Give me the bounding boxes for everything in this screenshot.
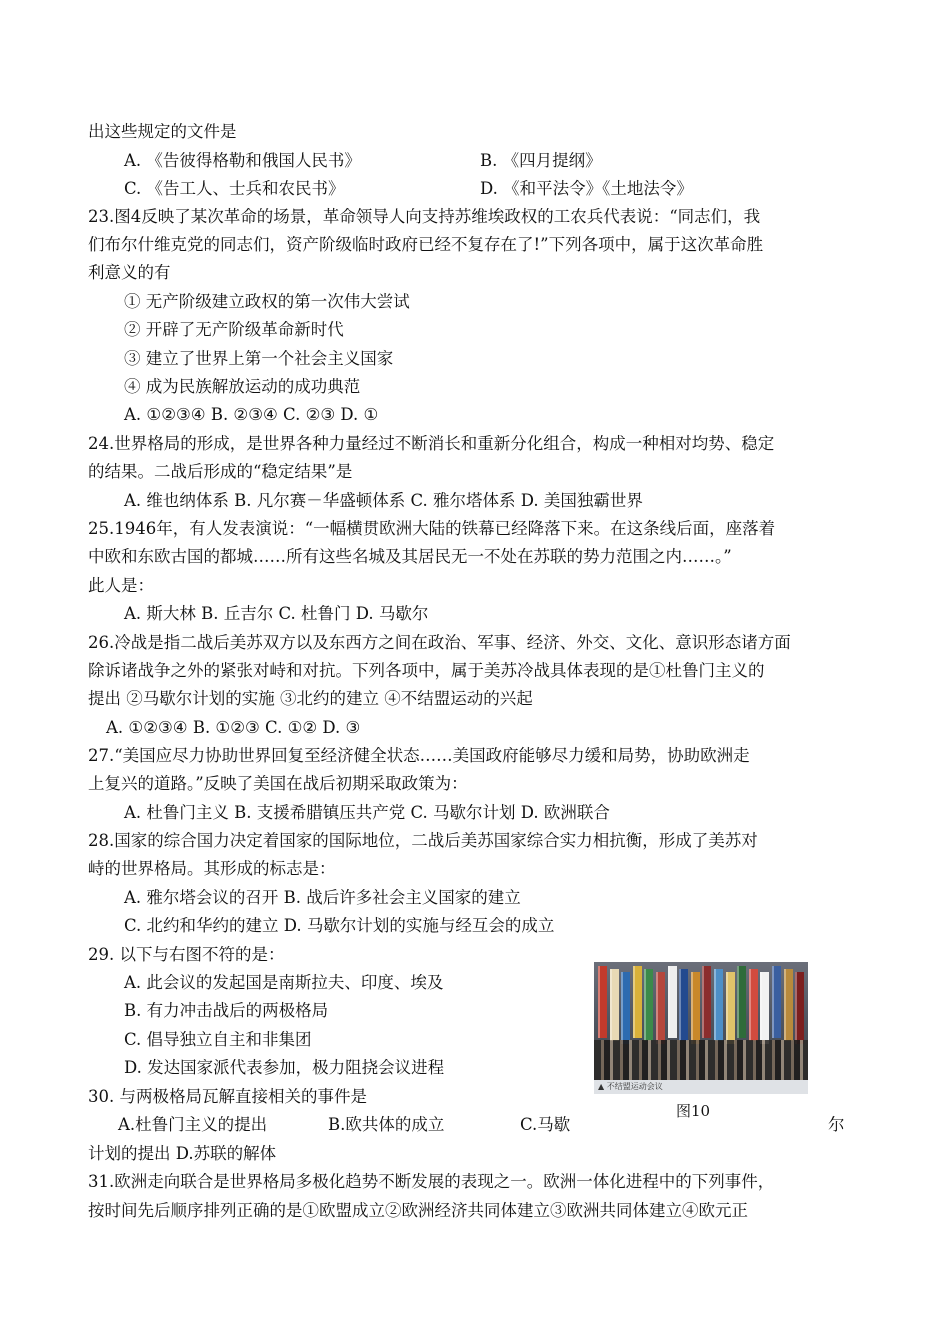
q25-stem-line1: 25.1946年，有人发表演说：“一幅横贯欧洲大陆的铁幕已经降落下来。在这条线后面，座落着 [88,519,776,538]
flag [598,966,607,1038]
q29-option-a: A. 此会议的发起国是南斯拉夫、印度、埃及 [124,973,444,992]
nonaligned-conference-photo [594,962,808,1094]
q30-stem: 30. 与两极格局瓦解直接相关的事件是 [88,1087,367,1106]
flag [737,966,746,1038]
flag [726,972,735,1044]
q29-option-b: B. 有力冲击战后的两极格局 [124,1001,329,1020]
q23-options: A. ①②③④ B. ②③④ C. ②③ D. ① [124,405,379,424]
q24-options: A. 维也纳体系 B. 凡尔赛－华盛顿体系 C. 雅尔塔体系 D. 美国独霸世界 [124,491,643,510]
q28-stem-line1: 28.国家的综合国力决定着国家的国际地位，二战后美苏国家综合实力相抗衡，形成了美苏对 [88,831,758,850]
q26-stem-line1: 26.冷战是指二战后美苏双方以及东西方之间在政治、军事、经济、外交、文化、意识形态诸方面 [88,633,791,652]
photo-caption-small: ▲ 不结盟运动会议 [598,1082,663,1091]
flag [610,969,619,1041]
q24-stem-line1: 24.世界格局的形成，是世界各种力量经过不断消长和重新分化组合，构成一种相对均势、稳定 [88,434,775,453]
q29-option-c: C. 倡导独立自主和非集团 [124,1030,312,1049]
q26-stem-line3: 提出 ②马歇尔计划的实施 ③北约的建立 ④不结盟运动的兴起 [88,689,533,708]
q30-option-b: B.欧共体的成立 [328,1115,445,1134]
flag [621,972,630,1044]
q26-options: A. ①②③④ B. ①②③ C. ①② D. ③ [106,718,361,737]
figure-label: 图10 [676,1102,711,1120]
q22-option-a: A. 《告彼得格勒和俄国人民书》 [124,151,361,170]
q25-stem-line2: 中欧和东欧古国的都城……所有这些名城及其居民无一不处在苏联的势力范围之内……。” [88,547,732,566]
q31-stem-line2: 按时间先后顺序排列正确的是①欧盟成立②欧洲经济共同体建立③欧洲共同体建立④欧元正 [88,1201,748,1220]
q23-item-3: ③ 建立了世界上第一个社会主义国家 [124,349,394,368]
flag [668,966,677,1038]
flag [691,972,700,1044]
q23-item-4: ④ 成为民族解放运动的成功典范 [124,377,361,396]
q30-options-line2: 计划的提出 D.苏联的解体 [88,1144,277,1163]
q25-options: A. 斯大林 B. 丘吉尔 C. 杜鲁门 D. 马歇尔 [124,604,429,623]
q23-stem-line2: 们布尔什维克党的同志们，资产阶级临时政府已经不复存在了!”下列各项中，属于这次革命胜 [88,235,764,254]
q22-stem-tail: 出这些规定的文件是 [88,122,237,141]
q23-stem-line3: 利意义的有 [88,263,171,282]
flag [633,966,642,1038]
q23-item-2: ② 开辟了无产阶级革命新时代 [124,320,344,339]
flag [784,969,793,1041]
flag [749,969,758,1041]
flag [679,969,688,1041]
q23-item-1: ① 无产阶级建立政权的第一次伟大尝试 [124,292,410,311]
q22-option-c: C. 《告工人、士兵和农民书》 [124,179,345,198]
flag [644,969,653,1041]
delegates-crowd [594,1040,808,1080]
q28-options-cd: C. 北约和华约的建立 D. 马歇尔计划的实施与经互会的成立 [124,916,555,935]
q27-options: A. 杜鲁门主义 B. 支援希腊镇压共产党 C. 马歇尔计划 D. 欧洲联合 [124,803,610,822]
flag [772,966,781,1038]
q29-stem: 29. 以下与右图不符的是： [88,945,285,964]
flag [714,969,723,1041]
q24-stem-line2: 的结果。二战后形成的“稳定结果”是 [88,462,353,481]
flag [760,972,769,1044]
q31-stem-line1: 31.欧洲走向联合是世界格局多极化趋势不断发展的表现之一。欧洲一体化进程中的下列事件， [88,1172,775,1191]
flag [702,966,711,1038]
q22-option-b: B. 《四月提纲》 [480,151,602,170]
q28-options-ab: A. 雅尔塔会议的召开 B. 战后许多社会主义国家的建立 [124,888,521,907]
q30-option-a: A.杜鲁门主义的提出 [118,1115,268,1134]
flag [656,972,665,1044]
flag [795,972,804,1044]
q26-stem-line2: 除诉诸战争之外的紧张对峙和对抗。下列各项中，属于美苏冷战具体表现的是①杜鲁门主义的 [88,661,765,680]
q30-option-c: C.马歇 [520,1115,571,1134]
q22-option-d: D. 《和平法令》《土地法令》 [480,179,693,198]
q27-stem-line1: 27.“美国应尽力协助世界回复至经济健全状态……美国政府能够尽力缓和局势，协助欧洲走 [88,746,750,765]
q23-stem-line1: 23.图4反映了某次革命的场景，革命领导人向支持苏维埃政权的工农兵代表说：“同志们，我 [88,207,761,226]
q28-stem-line2: 峙的世界格局。其形成的标志是： [88,859,336,878]
q29-option-d: D. 发达国家派代表参加，极力阻挠会议进程 [124,1058,445,1077]
q30-option-c-tail: 尔 [828,1115,845,1134]
q27-stem-line2: 上复兴的道路。”反映了美国在战后初期采取政策为： [88,774,468,793]
q25-stem-line3: 此人是： [88,576,154,595]
